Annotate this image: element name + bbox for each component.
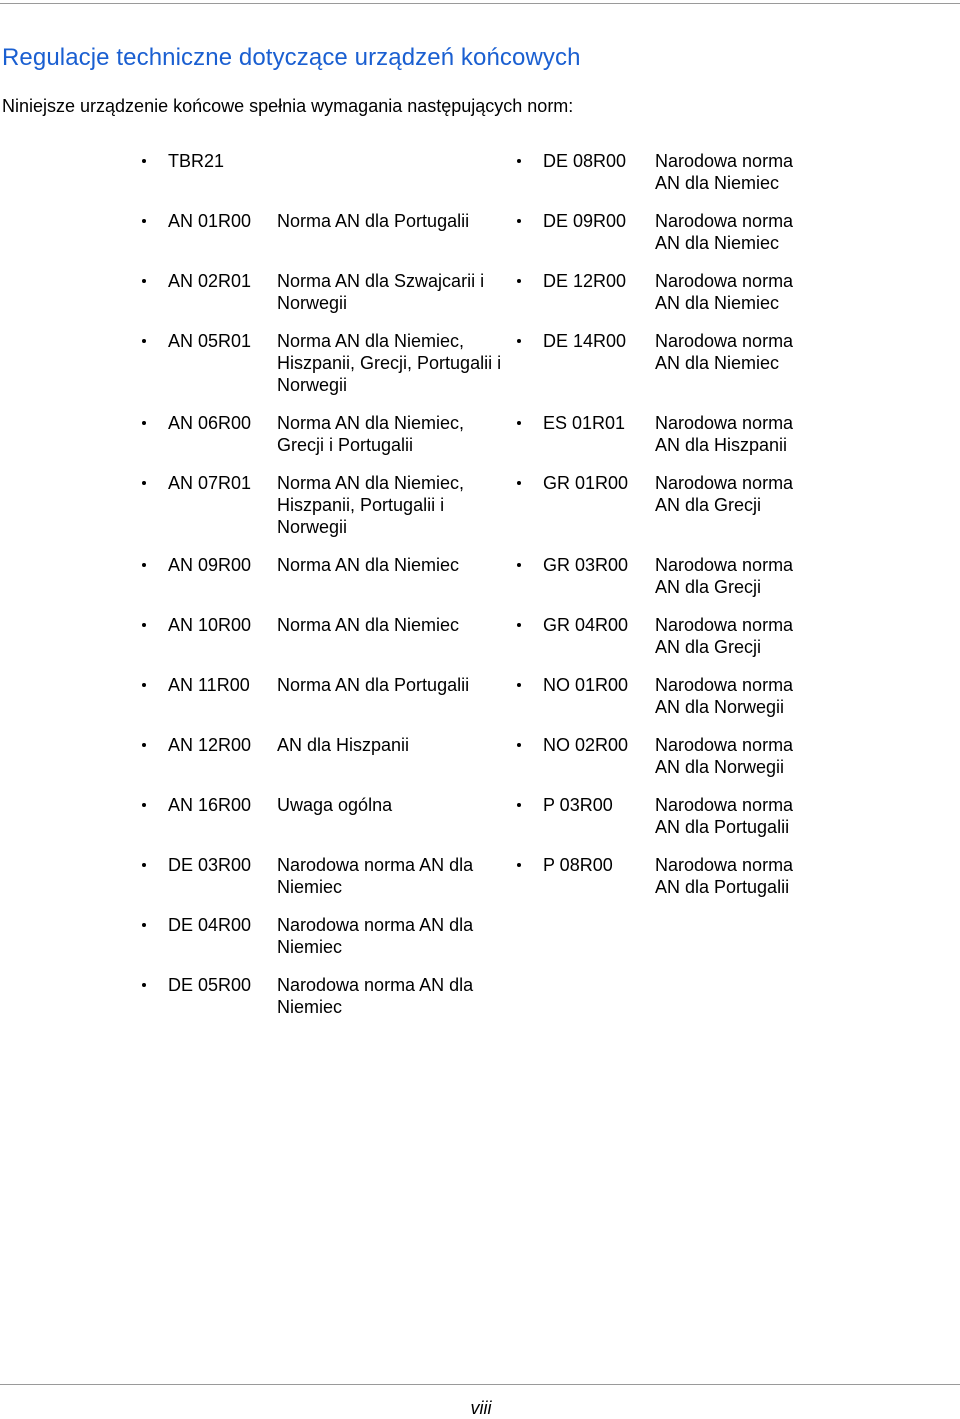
top-rule [0,3,960,4]
left-standard-code: AN 05R01 [168,331,252,351]
right-standard-desc: Narodowa norma AN dla Norwegii [655,735,794,777]
bullet-icon [140,270,168,330]
left-standard-code: AN 10R00 [168,615,252,635]
right-standard-code: DE 12R00 [543,271,627,291]
right-standard-code: DE 09R00 [543,211,627,231]
bullet-icon [515,472,543,554]
left-standard-desc: Narodowa norma AN dla Niemiec [277,855,474,897]
bullet-icon [140,472,168,554]
left-standard-code: AN 12R00 [168,735,252,755]
left-standard-desc: Norma AN dla Portugalii [277,675,470,695]
left-standard-desc [277,150,515,210]
right-standard-code [543,914,655,974]
left-standard-desc: Narodowa norma AN dla Niemiec [277,915,474,957]
right-standard-code: P 03R00 [543,795,613,815]
right-standard-desc: Narodowa norma AN dla Niemiec [655,211,794,253]
standards-row [140,270,815,330]
left-standard-desc: Norma AN dla Szwajcarii i Norwegii [277,271,485,313]
bullet-icon [515,210,543,270]
left-standard-code: AN 06R00 [168,413,252,433]
standards-row [140,472,815,554]
right-standard-desc [655,914,815,974]
right-standard-code [543,974,655,1034]
bullet-icon [140,614,168,674]
right-standard-desc: Narodowa norma AN dla Portugalii [655,795,794,837]
right-standard-code: GR 01R00 [543,473,629,493]
left-standard-desc: Uwaga ogólna [277,795,393,815]
right-standard-code: GR 03R00 [543,555,629,575]
bullet-icon [515,330,543,412]
standards-table [140,150,815,1034]
standards-row [140,150,815,210]
left-standard-code: DE 05R00 [168,975,252,995]
bullet-icon [140,794,168,854]
left-standard-desc: Norma AN dla Niemiec [277,555,460,575]
right-standard-desc [655,974,815,1034]
standards-row [140,914,815,974]
left-standard-code: DE 04R00 [168,915,252,935]
intro-text: Niniejsze urządzenie końcowe spełnia wymagania następujących norm: [2,96,574,116]
bullet-icon [140,554,168,614]
left-standard-desc: Norma AN dla Niemiec [277,615,460,635]
bullet-icon [515,554,543,614]
bullet-icon [140,210,168,270]
right-standard-code: DE 08R00 [543,151,627,171]
standards-row [140,210,815,270]
right-standard-desc: Narodowa norma AN dla Grecji [655,615,794,657]
left-standard-desc: Norma AN dla Niemiec, Hiszpanii, Grecji, Portugalii i Norwegii [277,331,502,395]
right-standard-desc: Narodowa norma AN dla Hiszpanii [655,413,794,455]
bullet-icon [515,974,543,1034]
right-standard-code: P 08R00 [543,855,613,875]
right-standard-code: GR 04R00 [543,615,629,635]
right-standard-code: ES 01R01 [543,413,626,433]
bullet-icon [515,270,543,330]
right-standard-desc: Narodowa norma AN dla Grecji [655,555,794,597]
bullet-icon [140,854,168,914]
bullet-icon [140,914,168,974]
standards-table-body [140,150,815,1034]
standards-row [140,412,815,472]
right-standard-code: DE 14R00 [543,331,627,351]
standards-row [140,734,815,794]
bullet-icon [140,330,168,412]
left-standard-code: DE 03R00 [168,855,252,875]
right-standard-desc: Narodowa norma AN dla Portugalii [655,855,794,897]
standards-row [140,614,815,674]
left-standard-desc: AN dla Hiszpanii [277,735,410,755]
bullet-icon [515,150,543,210]
standards-row [140,974,815,1034]
left-standard-code: AN 16R00 [168,795,252,815]
bullet-icon [515,734,543,794]
bullet-icon [140,674,168,734]
right-standard-desc: Narodowa norma AN dla Grecji [655,473,794,515]
right-standard-desc: Narodowa norma AN dla Niemiec [655,271,794,313]
left-standard-code: AN 11R00 [168,675,250,695]
page-number: viii [470,1398,492,1418]
bullet-icon [515,794,543,854]
bullet-icon [515,614,543,674]
right-standard-code: NO 02R00 [543,735,629,755]
left-standard-code: AN 01R00 [168,211,252,231]
standards-row [140,674,815,734]
standards-row [140,854,815,914]
left-standard-desc: Narodowa norma AN dla Niemiec [277,975,474,1017]
bullet-icon [140,974,168,1034]
left-standard-desc: Norma AN dla Portugalii [277,211,470,231]
bullet-icon [515,674,543,734]
standards-row [140,794,815,854]
left-standard-code: AN 07R01 [168,473,252,493]
bullet-icon [515,412,543,472]
standards-row [140,330,815,412]
standards-row [140,554,815,614]
right-standard-desc: Narodowa norma AN dla Niemiec [655,151,794,193]
bullet-icon [515,854,543,914]
page-title: Regulacje techniczne dotyczące urządzeń końcowych [2,44,581,71]
left-standard-desc: Norma AN dla Niemiec, Grecji i Portugalii [277,413,465,455]
bullet-icon [515,914,543,974]
footer-rule [0,1384,960,1385]
left-standard-desc: Norma AN dla Niemiec, Hiszpanii, Portugalii i Norwegii [277,473,465,537]
bullet-icon [140,412,168,472]
left-standard-code: TBR21 [168,151,225,171]
right-standard-desc: Narodowa norma AN dla Niemiec [655,331,794,373]
right-standard-code: NO 01R00 [543,675,629,695]
bullet-icon [140,734,168,794]
right-standard-desc: Narodowa norma AN dla Norwegii [655,675,794,717]
left-standard-code: AN 09R00 [168,555,252,575]
bullet-icon [140,150,168,210]
left-standard-code: AN 02R01 [168,271,252,291]
